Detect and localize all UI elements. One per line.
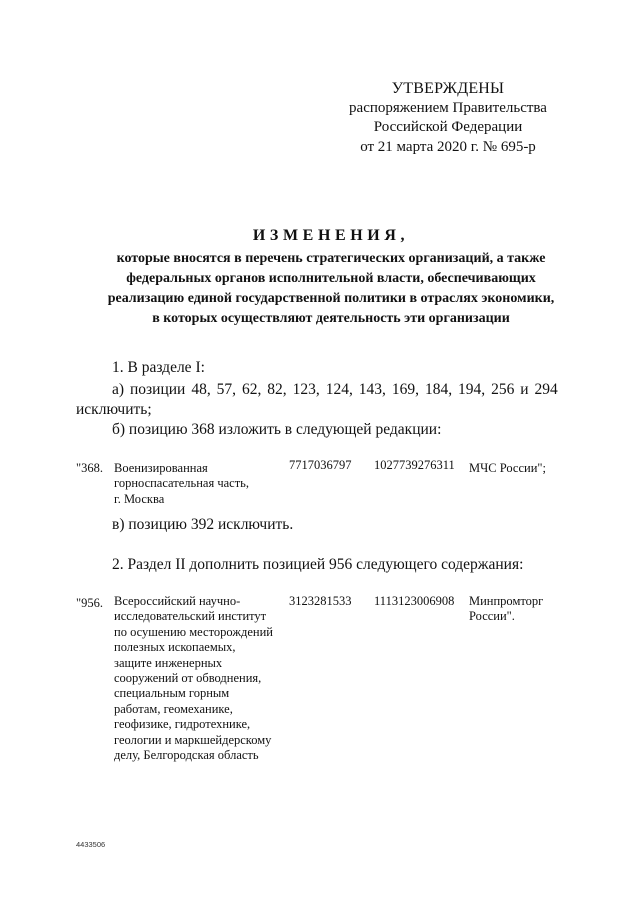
item-a-word: 169, (391, 381, 419, 398)
entry-956-ogrn: 1113123006908 (374, 594, 455, 608)
entry-956-number: "956. (76, 596, 103, 610)
item-a-word: 124, (325, 381, 353, 398)
document-number: 4433506 (76, 840, 106, 849)
entry-368-inn: 7717036797 (289, 458, 352, 472)
item-a-word: 123, (292, 381, 320, 398)
item-a-word: 256 (491, 381, 515, 398)
title-subtitle-line-2: федеральных органов исполнительной власти, обеспечивающих (126, 271, 536, 286)
item-a-word: а) (112, 381, 125, 398)
approval-stamp: УТВЕРЖДЕНЫ (391, 80, 505, 97)
entry-368-ogrn: 1027739276311 (374, 458, 455, 472)
title-subtitle-line-1: которые вносятся в перечень стратегических организаций, а также (116, 251, 546, 266)
approval-line-3: от 21 марта 2020 г. № 695-р (360, 138, 536, 155)
section-2-intro: 2. Раздел II дополнить позицией 956 следующего содержания: (112, 556, 524, 573)
entry-368-name: Военизированная горноспасательная часть, г. Москва (114, 461, 250, 506)
approval-line-2: Российской Федерации (373, 119, 523, 135)
section-1-item-a (112, 381, 558, 401)
section-1-item-c: в) позицию 392 исключить. (112, 516, 294, 533)
document-title (40, 227, 622, 329)
section-1-item-b: б) позицию 368 изложить в следующей редакции: (112, 421, 442, 438)
item-a-word: 82, (267, 381, 287, 398)
item-a-word: 143, (358, 381, 386, 398)
title-subtitle-line-4: в которых осуществляют деятельность эти организации (152, 311, 510, 326)
item-a-word: 294 (534, 381, 558, 398)
entry-956-name: Всероссийский научно- исследовательский институт по осушению месторождений полезных ископаемых, защите инженерных сооружений от обводнения, специальным горным работам, геомеханике, геофизике, гидротехнике, геологии и маркшейдерскому делу, Белгородская область (114, 594, 273, 763)
title-subtitle-line-3: реализацию единой государственной политики в отраслях экономики, (107, 291, 555, 306)
entry-368-number: "368. (76, 461, 103, 475)
approval-block (330, 79, 566, 157)
item-a-word: 57, (216, 381, 237, 398)
entry-956-authority: Минпромторг России". (469, 594, 544, 624)
title-heading: ИЗМЕНЕНИЯ, (252, 227, 410, 244)
entry-368-authority: МЧС России"; (469, 461, 546, 475)
item-a-word: 184, (424, 381, 453, 398)
item-a-word: и (520, 381, 529, 398)
section-1-item-a-continuation: исключить; (76, 401, 152, 418)
approval-line-1: распоряжением Правительства (349, 99, 547, 116)
item-a-word: позиции (130, 381, 186, 398)
section-1-intro: 1. В разделе I: (112, 359, 205, 376)
item-a-word: 48, (191, 381, 211, 398)
item-a-word: 62, (241, 381, 262, 398)
entry-956-inn: 3123281533 (289, 594, 352, 608)
item-a-word: 194, (458, 381, 486, 398)
